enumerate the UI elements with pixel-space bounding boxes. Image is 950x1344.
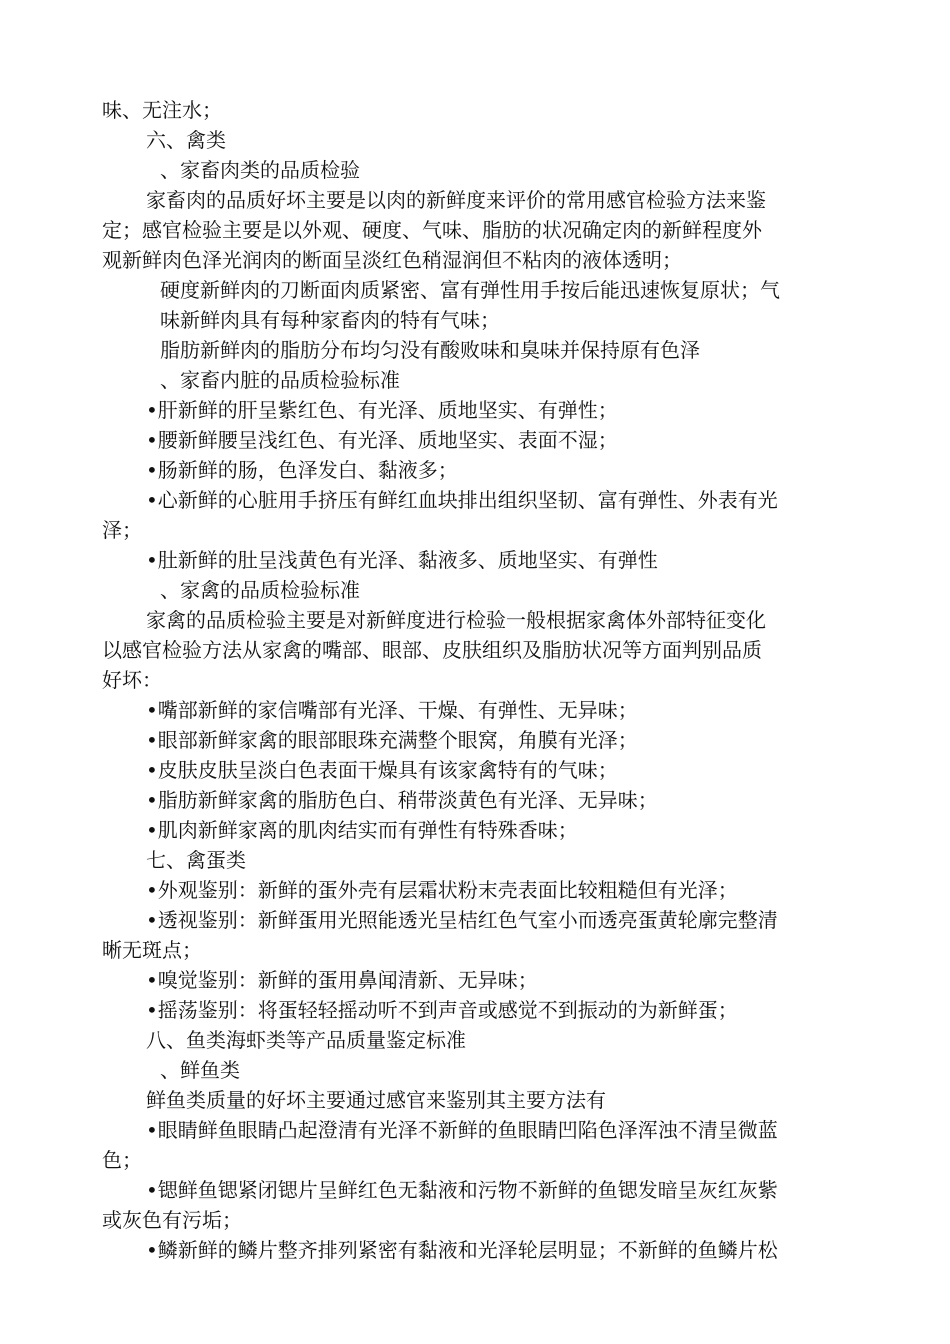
list-item: •脂肪新鲜家禽的脂肪色白、稍带淡黄色有光泽、无异味； [146,788,658,812]
subsection-heading: 、家禽的品质检验标准 [160,578,360,602]
paragraph-line: 以感官检验方法从家禽的嘴部、眼部、皮肤组织及脂肪状况等方面判别品质 [102,638,762,662]
paragraph-line: 家禽的品质检验主要是对新鲜度进行检验一般根据家禽体外部特征变化 [146,608,766,632]
section-heading: 八、鱼类海虾类等产品质量鉴定标准 [146,1028,466,1052]
paragraph-line: 味新鲜肉具有每种家畜肉的特有气味； [160,308,500,332]
list-item: •腰新鲜腰呈浅红色、有光泽、质地坚实、表面不湿； [146,428,618,452]
list-item: •嘴部新鲜的家信嘴部有光泽、干燥、有弹性、无异味； [146,698,638,722]
list-item: •锶鲜鱼锶紧闭锶片呈鲜红色无黏液和污物不新鲜的鱼锶发暗呈灰红灰紫 [146,1178,778,1202]
paragraph-line: 脂肪新鲜肉的脂肪分布均匀没有酸败味和臭味并保持原有色泽 [160,338,700,362]
paragraph-line: 好坏： [102,668,162,692]
list-item: •皮肤皮肤呈淡白色表面干燥具有该家禽特有的气味； [146,758,618,782]
list-item: •肚新鲜的肚呈浅黄色有光泽、黏液多、质地坚实、有弹性 [146,548,658,572]
subsection-heading: 、家畜内脏的品质检验标准 [160,368,400,392]
list-item: •嗅觉鉴别：新鲜的蛋用鼻闻清新、无异味； [146,968,538,992]
list-item-continuation: 晰无斑点； [102,938,202,962]
paragraph-line: 硬度新鲜肉的刀断面肉质紧密、富有弹性用手按后能迅速恢复原状；气 [160,278,780,302]
paragraph-line: 定；感官检验主要是以外观、硬度、气味、脂肪的状况确定肉的新鲜程度外 [102,218,762,242]
list-item: •肝新鲜的肝呈紫红色、有光泽、质地坚实、有弹性； [146,398,618,422]
list-item: •肠新鲜的肠，色泽发白、黏液多； [146,458,458,482]
list-item: •眼睛鲜鱼眼睛凸起澄清有光泽不新鲜的鱼眼睛凹陷色泽浑浊不清呈微蓝 [146,1118,778,1142]
list-item: •摇荡鉴别：将蛋轻轻摇动听不到声音或感觉不到振动的为新鲜蛋； [146,998,738,1022]
list-item: •外观鉴别：新鲜的蛋外壳有层霜状粉末壳表面比较粗糙但有光泽； [146,878,738,902]
paragraph-line: 鲜鱼类质量的好坏主要通过感官来鉴别其主要方法有 [146,1088,606,1112]
subsection-heading: 、家畜肉类的品质检验 [160,158,360,182]
list-item: •透视鉴别：新鲜蛋用光照能透光呈桔红色气室小而透亮蛋黄轮廓完整清 [146,908,778,932]
list-item: •鳞新鲜的鳞片整齐排列紧密有黏液和光泽轮层明显；不新鲜的鱼鳞片松 [146,1238,778,1262]
paragraph-line: 家畜肉的品质好坏主要是以肉的新鲜度来评价的常用感官检验方法来鉴 [146,188,766,212]
list-item: •心新鲜的心脏用手挤压有鲜红血块排出组织坚韧、富有弹性、外表有光 [146,488,778,512]
list-item: •肌肉新鲜家离的肌肉结实而有弹性有特殊香味； [146,818,578,842]
list-item-continuation: 泽； [102,518,142,542]
section-heading: 六、禽类 [146,128,226,152]
list-item-continuation: 色； [102,1148,142,1172]
list-item: •眼部新鲜家禽的眼部眼珠充满整个眼窝，角膜有光泽； [146,728,638,752]
paragraph-line: 观新鲜肉色泽光润肉的断面呈淡红色稍湿润但不粘肉的液体透明； [102,248,682,272]
list-item-continuation: 或灰色有污垢； [102,1208,242,1232]
section-heading: 七、禽蛋类 [146,848,246,872]
subsection-heading: 、鲜鱼类 [160,1058,240,1082]
text-line: 味、无注水； [102,98,222,122]
